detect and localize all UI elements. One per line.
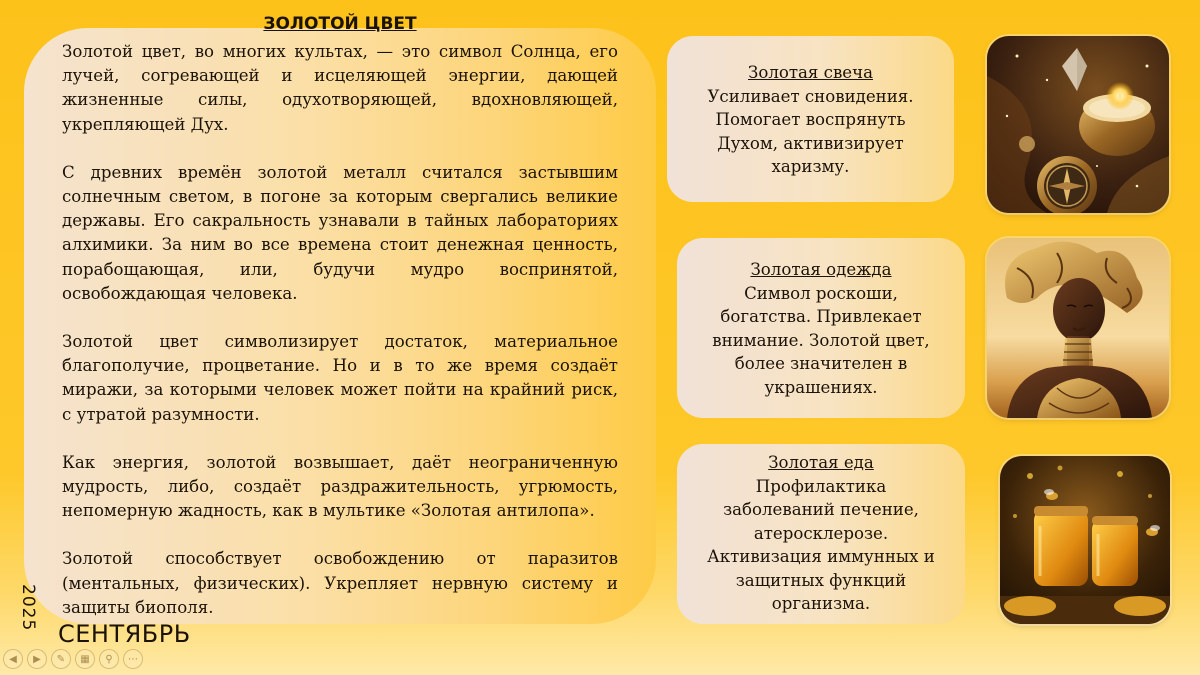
paragraph-parasites: Золотой способствует освобождению от паразитов (ментальных, физических). Укрепляет нервную систему и защиты биополя. [62,549,618,617]
paragraph-energy: Как энергия, золотой возвышает, даёт неограниченную мудрость, либо, создаёт раздражительность, угрюмость, непомерную жадность, как в мультике «Золотая антилопа». [62,452,618,521]
card-line: более значителен в [734,354,908,373]
card-line: Символ роскоши, [744,283,898,303]
slides-icon[interactable]: ▦ [75,649,95,669]
card-line: заболеваний печение, [723,500,919,519]
paragraph-prosperity: Золотой цвет символизирует достаток, материальное благополучие, процветание. Но и в то же время создаёт миражи, за которыми человек может пойти на крайний риск, с утратой разумности. [62,332,618,424]
paragraph-sun: Золотой цвет, во многих культах, — это символ Солнца, его лучей, согревающей и исцеляющей энергии, дающей жизненные силы, одухотворяющей, вдохновляющей, укрепляющей Дух. [62,42,618,134]
card-line: организма. [771,594,871,613]
card-line: Профилактика [755,476,887,496]
card-golden-candle [667,36,954,202]
card-line: защитных функций [735,570,907,590]
card-golden-food [677,444,965,624]
card-title-clothes: Золотая одежда [750,260,892,279]
card-line: Помогает воспрянуть [715,110,906,129]
card-line: атеросклерозе. [753,523,889,543]
main-title: ЗОЛОТОЙ ЦВЕТ [263,14,417,34]
card-golden-clothes [677,238,965,418]
month-label: СЕНТЯБРЬ [58,620,191,648]
prev-icon[interactable]: ◀ [3,649,23,669]
card-line: внимание. Золотой цвет, [712,330,930,350]
slideshow-toolbar [3,649,143,671]
main-text [62,40,618,620]
golden-woman-photo [987,238,1169,418]
card-title-food: Золотая еда [768,453,874,472]
card-title-candle: Золотая свеча [748,63,873,82]
candle-compass-photo [987,36,1169,213]
zoom-icon[interactable]: ⚲ [99,649,119,669]
card-line: Усиливает сновидения. [707,86,914,106]
honey-jars-photo [1000,456,1170,624]
card-line: украшениях. [764,377,878,397]
more-icon[interactable]: ⋯ [123,649,143,669]
card-line: Духом, активизирует [717,133,904,153]
paragraph-metal: С древних времён золотой металл считался застывшим солнечным светом, в погоне за которым свергались великие державы. Его сакральность узнавали в тайных лабораториях алхимики. За ним во все времена стоит денежная ценность, порабощающая, или, будучи мудро воспринятой, освобождающая человека. [62,162,618,303]
next-icon[interactable]: ▶ [27,649,47,669]
year-label: 2025 [18,584,38,632]
card-line: Активизация иммунных и [707,547,935,566]
pen-icon[interactable]: ✎ [51,649,71,669]
card-line: харизму. [771,157,850,176]
card-line: богатства. Привлекает [720,307,922,326]
